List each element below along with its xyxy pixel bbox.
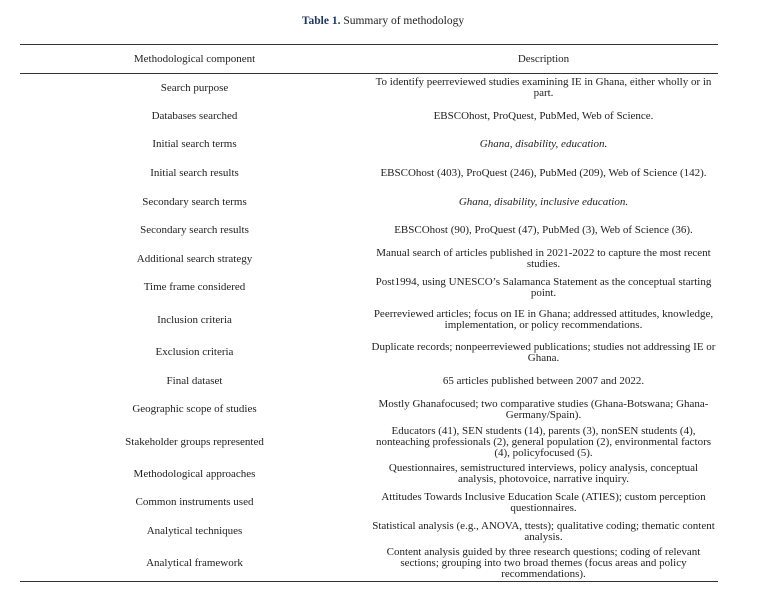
table-row — [20, 159, 718, 188]
row-description: Mostly Ghanafocused; two comparative studies (Ghana-Botswana; Ghana-Germany/Spain). — [378, 397, 709, 421]
table-row — [20, 74, 718, 103]
row-component: Methodological approaches — [133, 467, 256, 480]
row-description: 65 articles published between 2007 and 2022. — [442, 374, 645, 387]
row-component: Time frame considered — [143, 281, 246, 294]
table-row — [20, 274, 718, 303]
row-description: Ghana, disability, education. — [479, 138, 608, 151]
row-description: Ghana, disability, inclusive education. — [458, 195, 629, 208]
table-row — [20, 188, 718, 217]
methodology-table — [20, 44, 718, 582]
row-description: Educators (41), SEN students (14), parents (3), nonSEN students (4), nonteaching professionals (2), general population (2), environmental factors (4), policyfocused (5). — [375, 424, 712, 459]
table-row — [20, 546, 718, 582]
table-caption — [0, 14, 766, 28]
row-component: Analytical techniques — [146, 525, 243, 538]
table-row — [20, 489, 718, 518]
row-description: To identify peerreviewed studies examining IE in Ghana, either wholly or in part. — [375, 76, 712, 100]
row-description: EBSCOhost, ProQuest, PubMed, Web of Science. — [433, 109, 654, 122]
row-component: Secondary search terms — [142, 195, 247, 208]
table-row — [20, 460, 718, 489]
table-row — [20, 302, 718, 338]
row-component: Final dataset — [166, 374, 223, 387]
table-row — [20, 102, 718, 131]
table-row — [20, 367, 718, 396]
table-row — [20, 424, 718, 460]
row-description: EBSCOhost (403), ProQuest (246), PubMed (209), Web of Science (142). — [380, 167, 707, 180]
row-description: Peerreviewed articles; focus on IE in Ghana; addressed attitudes, knowledge, implementation, or policy recommendations. — [373, 308, 714, 332]
row-description: Attitudes Towards Inclusive Education Scale (ATIES); custom perception questionnaires. — [381, 490, 706, 514]
table-header-row — [20, 45, 718, 74]
table-row — [20, 338, 718, 367]
row-description: Content analysis guided by three research questions; coding of relevant sections; grouping into two broad themes (focus areas and policy recommendations). — [386, 546, 701, 581]
row-component: Secondary search results — [140, 224, 249, 237]
table-row — [20, 395, 718, 424]
row-component: Additional search strategy — [136, 252, 253, 265]
row-description: Post1994, using UNESCO’s Salamanca Statement as the conceptual starting point. — [375, 275, 712, 299]
table-row — [20, 131, 718, 160]
row-component: Search purpose — [160, 81, 229, 94]
row-description: Manual search of articles published in 2021-2022 to capture the most recent studies. — [376, 247, 711, 271]
table-row — [20, 245, 718, 274]
row-component: Initial search terms — [152, 138, 237, 151]
row-component: Exclusion criteria — [155, 346, 234, 359]
row-description: EBSCOhost (90), ProQuest (47), PubMed (3), Web of Science (36). — [394, 224, 693, 237]
row-component: Geographic scope of studies — [132, 403, 257, 416]
table-caption-label: Table 1. — [301, 15, 341, 27]
row-component: Stakeholder groups represented — [125, 435, 264, 448]
table-row — [20, 216, 718, 245]
row-description: Duplicate records; nonpeerreviewed publications; studies not addressing IE or Ghana. — [371, 340, 716, 364]
header-description: Description — [517, 52, 570, 65]
table-row — [20, 517, 718, 546]
row-component: Inclusion criteria — [157, 313, 232, 326]
row-component: Initial search results — [150, 167, 239, 180]
row-description: Questionnaires, semistructured interviews, policy analysis, conceptual analysis, photovoice, narrative inquiry. — [388, 462, 699, 486]
table-caption-text: Summary of methodology — [343, 15, 465, 27]
row-description: Statistical analysis (e.g., ANOVA, ttests); qualitative coding; thematic content analysis. — [372, 519, 715, 543]
header-component: Methodological component — [133, 52, 256, 65]
row-component: Databases searched — [151, 109, 238, 122]
row-component: Common instruments used — [135, 496, 254, 509]
row-component: Analytical framework — [146, 557, 243, 570]
